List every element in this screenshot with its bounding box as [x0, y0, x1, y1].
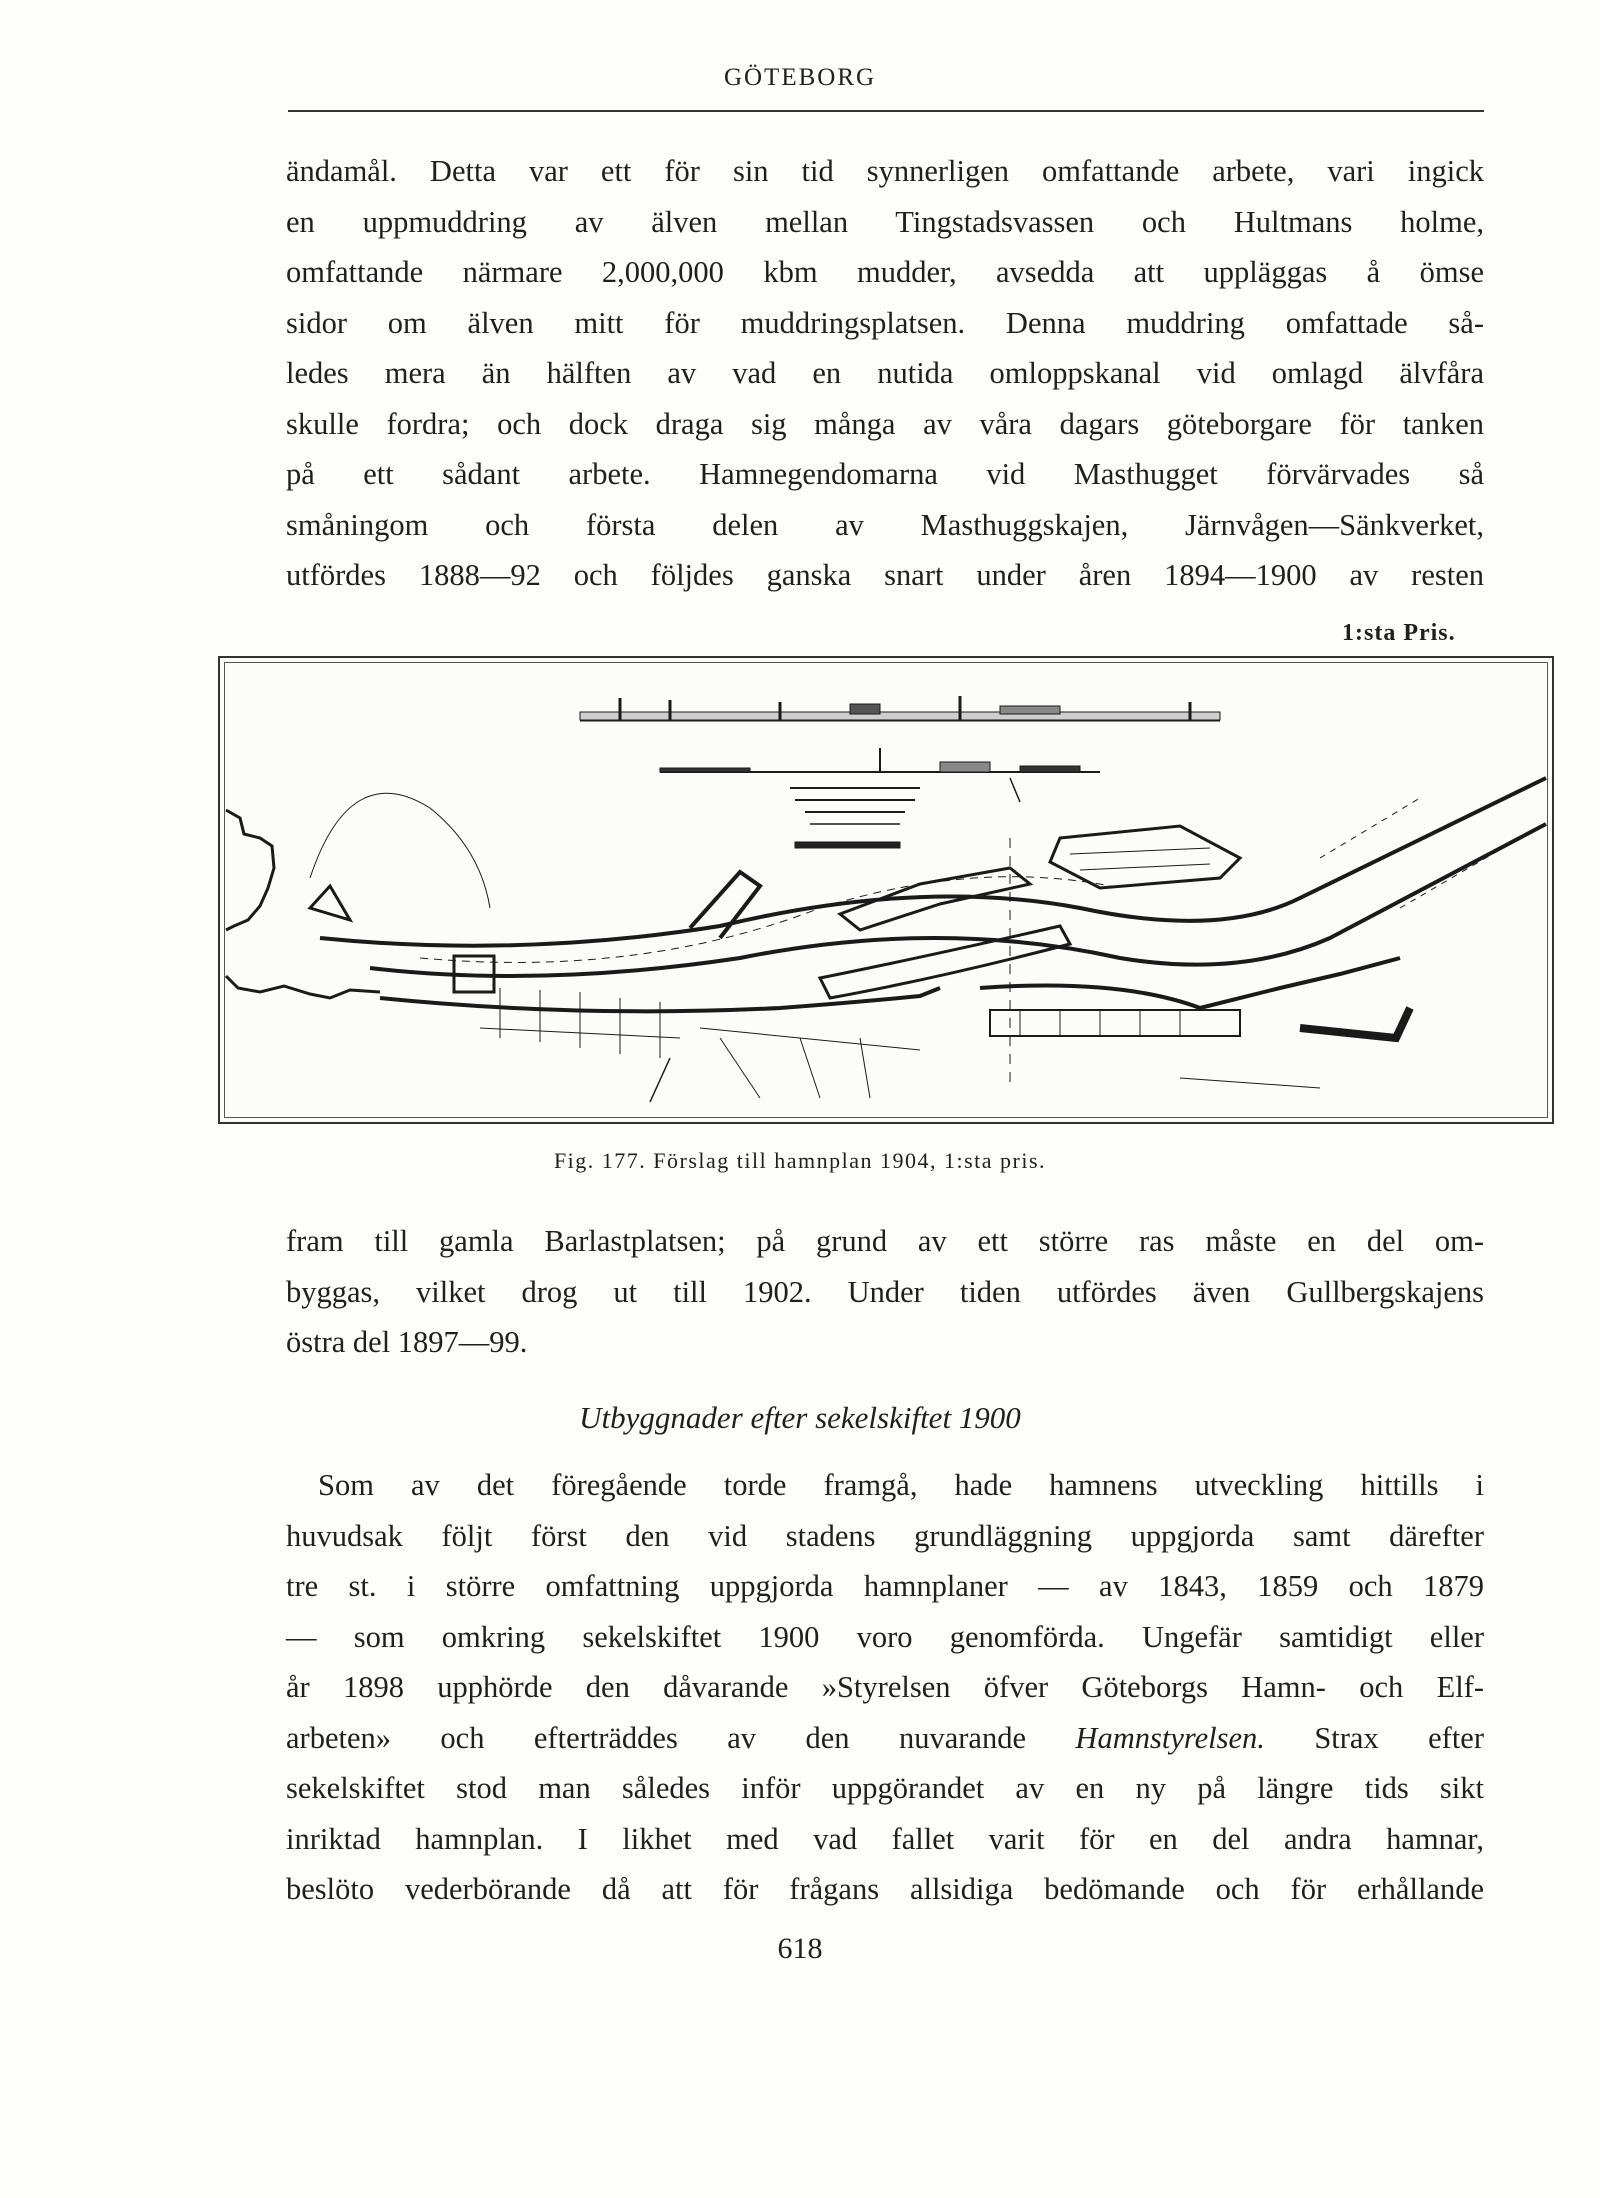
page-number: 618	[777, 1932, 823, 1965]
text-line: inriktad hamnplan. I likhet med vad fallet varit för en del andra hamnar,	[286, 1821, 1484, 1856]
harbour-plan-figure	[218, 656, 1554, 1124]
text-line: huvudsak följt först den vid stadens grundläggning uppgjorda samt därefter	[286, 1518, 1484, 1553]
text-line: fram till gamla Barlastplatsen; på grund av ett större ras måste en del om-	[286, 1224, 1484, 1258]
text-line	[286, 1713, 1484, 1764]
text-line: Som av det föregående torde framgå, hade hamnens utveckling hittills i	[318, 1468, 1484, 1502]
text-line: tre st. i större omfattning uppgjorda hamnplaner — av 1843, 1859 och 1879	[286, 1569, 1484, 1603]
text-line: utfördes 1888—92 och följdes ganska snart under åren 1894—1900 av resten	[286, 558, 1484, 592]
italic-term: Hamnstyrelsen.	[1075, 1720, 1265, 1755]
text-span: arbeten» och efterträddes av den nuvarande	[286, 1720, 1076, 1755]
text-line: ledes mera än hälften av vad en nutida omloppskanal vid omlagd älvfåra	[286, 356, 1484, 390]
running-header: GÖTEBORG	[723, 64, 877, 91]
text-line: östra del 1897—99.	[286, 1325, 528, 1359]
middle-paragraph	[286, 1216, 1484, 1368]
text-line: en uppmuddring av älven mellan Tingstadsvassen och Hultmans holme,	[286, 204, 1484, 239]
text-line: småningom och första delen av Masthuggskajen, Järnvågen—Sänkverket,	[286, 507, 1484, 542]
figure-caption: Fig. 177. Förslag till hamnplan 1904, 1:sta pris.	[553, 1148, 1047, 1173]
text-line: sidor om älven mitt för muddringsplatsen. Denna muddring omfattade så-	[286, 305, 1484, 340]
text-line: skulle fordra; och dock draga sig många av våra dagars göteborgare för tanken	[286, 406, 1484, 441]
prize-label: 1:sta Pris.	[1342, 620, 1456, 646]
text-span: Strax efter	[1264, 1720, 1485, 1755]
section-heading: Utbyggnader efter sekelskiftet 1900	[579, 1400, 1021, 1435]
section-paragraph	[286, 1460, 1484, 1915]
text-line: på ett sådant arbete. Hamnegendomarna vid Masthugget förvärvades så	[286, 457, 1484, 491]
text-line: ändamål. Detta var ett för sin tid synnerligen omfattande arbete, vari ingick	[286, 154, 1484, 188]
text-line: år 1898 upphörde den dåvarande »Styrelsen öfver Göteborgs Hamn- och Elf-	[286, 1670, 1484, 1704]
header-rule	[288, 110, 1484, 112]
text-line: byggas, vilket drog ut till 1902. Under tiden utfördes även Gullbergskajens	[286, 1274, 1484, 1309]
text-line: omfattande närmare 2,000,000 kbm mudder, avsedda att uppläggas å ömse	[286, 255, 1484, 289]
text-line: — som omkring sekelskiftet 1900 voro genomförda. Ungefär samtidigt eller	[286, 1619, 1484, 1654]
text-line: beslöto vederbörande då att för frågans allsidiga bedömande och för erhållande	[286, 1872, 1484, 1906]
text-line: sekelskiftet stod man således inför uppgörandet av en ny på längre tids sikt	[286, 1771, 1484, 1805]
top-paragraph	[286, 146, 1484, 601]
harbour-plan-drawing	[220, 658, 1556, 1126]
